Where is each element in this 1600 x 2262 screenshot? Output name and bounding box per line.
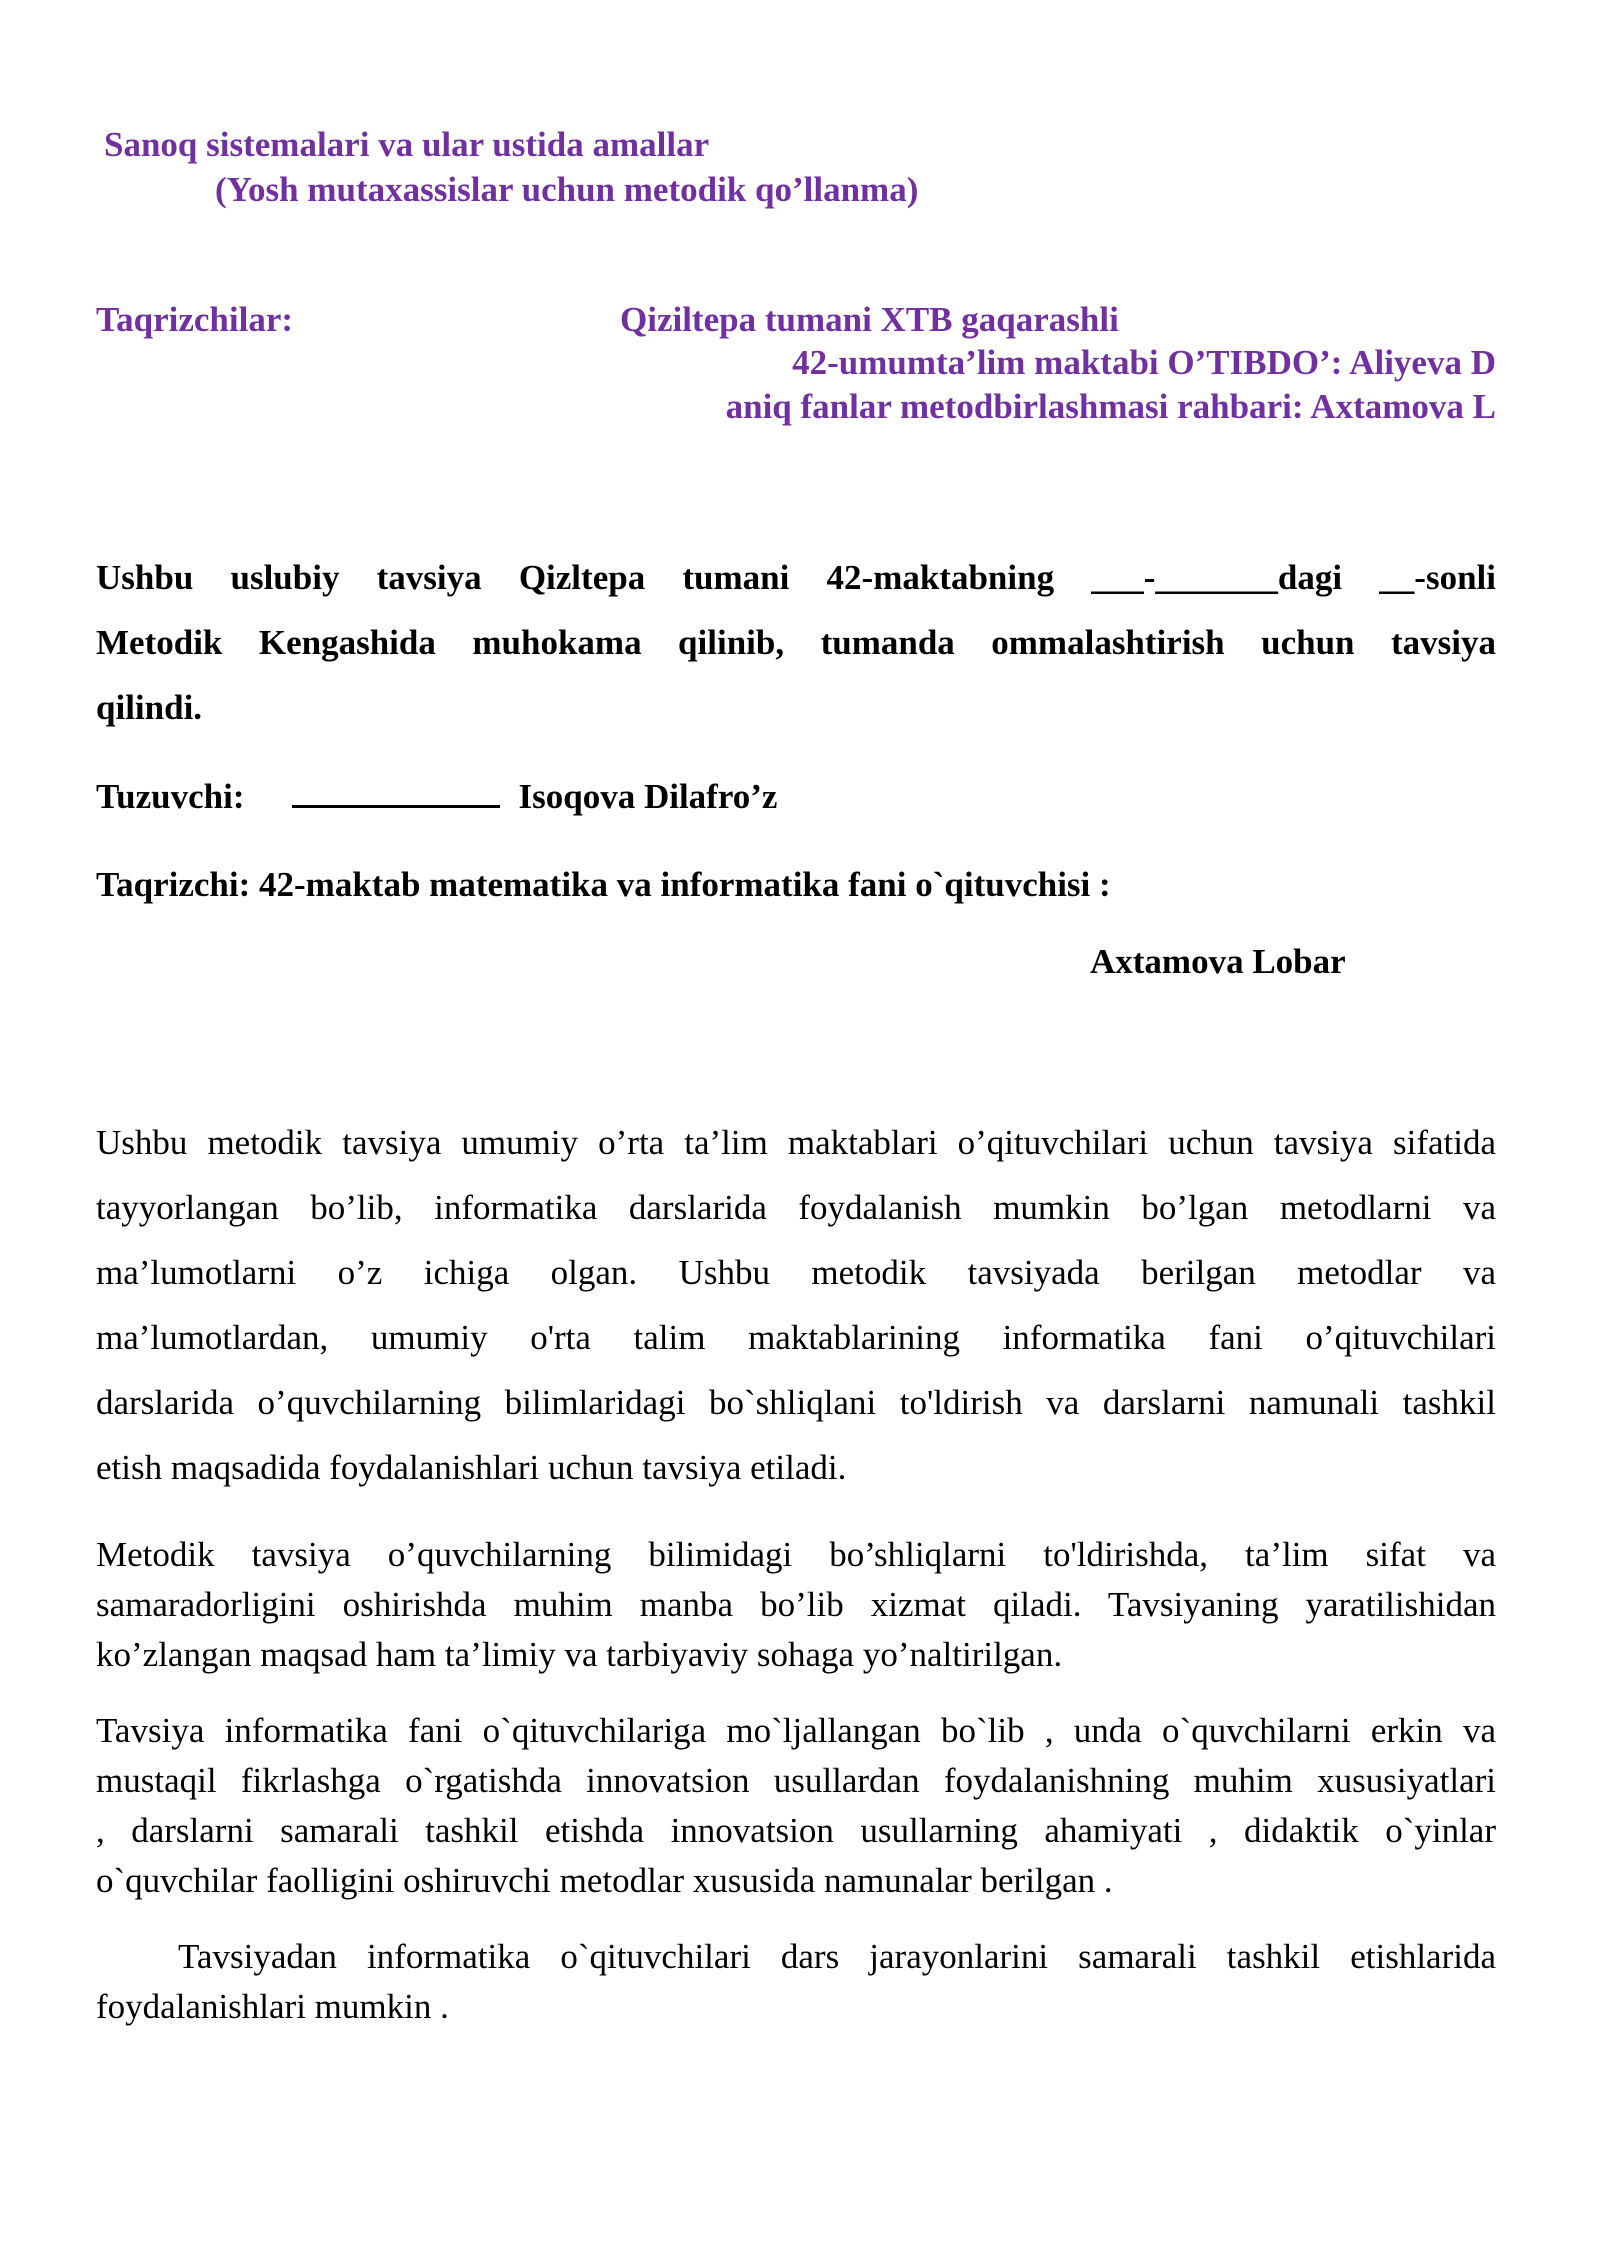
paragraph-line: ma’lumotlarni o’z ichiga olgan. Ushbu metodik tavsiyada berilgan metodlar va xyxy=(96,1253,1496,1292)
paragraph-3 xyxy=(96,1706,1496,1906)
paragraph-1 xyxy=(96,1110,1496,1500)
paragraph-4 xyxy=(96,1932,1496,2032)
approval-statement xyxy=(96,545,1496,740)
paragraph-line: Ushbu metodik tavsiya umumiy o’rta ta’lim maktablari o’qituvchilari uchun tavsiya sifatida xyxy=(96,1123,1496,1162)
paragraph-line: ma’lumotlardan, umumiy o'rta talim maktablarining informatika fani o’qituvchilari xyxy=(96,1318,1496,1357)
reviewers-line-2: 42-umumta’lim maktabi O’TIBDO’: Aliyeva D xyxy=(792,343,1496,382)
paragraph-line: o`quvchilar faolligini oshiruvchi metodlar xususida namunalar berilgan . xyxy=(96,1861,1113,1900)
paragraph-2 xyxy=(96,1530,1496,1680)
paragraph-line: darslarida o’quvchilarning bilimlaridagi bo`shliqlani to'ldirish va darslarni namunali tashkil xyxy=(96,1383,1496,1422)
compiler-label: Tuzuvchi: xyxy=(96,777,245,816)
paragraph-line: mustaqil fikrlashga o`rgatishda innovatsion usullardan foydalanishning muhim xususiyatlari xyxy=(96,1761,1496,1800)
approval-line: Metodik Kengashida muhokama qilinib, tumanda ommalashtirish uchun tavsiya xyxy=(96,623,1496,662)
paragraph-line: foydalanishlari mumkin . xyxy=(96,1987,449,2026)
compiler-name: Isoqova Dilafro’z xyxy=(518,777,778,816)
paragraph-line: , darslarni samarali tashkil etishda innovatsion usullarning ahamiyati , didaktik o`yinlar xyxy=(96,1811,1496,1850)
document-title: Sanoq sistemalari va ular ustida amallar xyxy=(104,125,710,164)
paragraph-line: samaradorligini oshirishda muhim manba bo’lib xizmat qiladi. Tavsiyaning yaratilishidan xyxy=(96,1585,1496,1624)
paragraph-line: ko’zlangan maqsad ham ta’limiy va tarbiyaviy sohaga yo’naltirilgan. xyxy=(96,1635,1063,1674)
reviewer-label: Taqrizchi: 42-maktab matematika va informatika fani o`qituvchisi : xyxy=(96,865,1111,904)
signature-blank xyxy=(292,775,500,808)
reviewers-line-3: aniq fanlar metodbirlashmasi rahbari: Axtamova L xyxy=(725,387,1496,426)
reviewers-line-1: Qiziltepa tumani XTB gaqarashli xyxy=(620,300,1119,339)
paragraph-line xyxy=(96,1932,1496,1982)
paragraph-line-text: Tavsiyadan informatika o`qituvchilari dars jarayonlarini samarali tashkil etishlarida xyxy=(178,1937,1496,1976)
reviewers-label: Taqrizchilar: xyxy=(96,300,294,339)
approval-line: Ushbu uslubiy tavsiya Qizltepa tumani 42-maktabning ___-_______dagi __-sonli xyxy=(96,558,1496,597)
paragraph-line: Metodik tavsiya o’quvchilarning bilimidagi bo’shliqlarni to'ldirishda, ta’lim sifat va xyxy=(96,1535,1496,1574)
paragraph-line: tayyorlangan bo’lib, informatika darslarida foydalanish mumkin bo’lgan metodlarni va xyxy=(96,1188,1496,1227)
compiler-row xyxy=(96,775,777,817)
reviewer-name: Axtamova Lobar xyxy=(1090,942,1346,981)
paragraph-line: etish maqsadida foydalanishlari uchun tavsiya etiladi. xyxy=(96,1448,847,1487)
document-subtitle: (Yosh mutaxassislar uchun metodik qo’llanma) xyxy=(215,170,919,209)
paragraph-line: Tavsiya informatika fani o`qituvchilariga mo`ljallangan bo`lib , unda o`quvchilarni erkin va xyxy=(96,1711,1496,1750)
approval-line: qilindi. xyxy=(96,688,203,727)
